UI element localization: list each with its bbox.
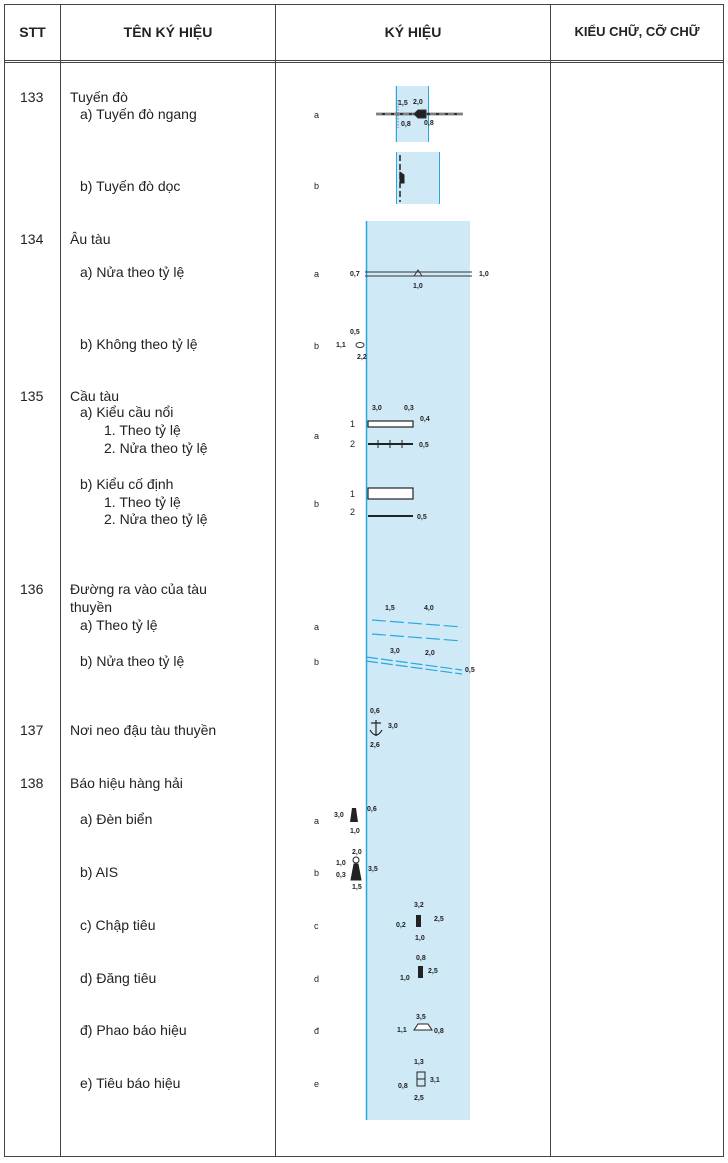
row-134-letter-a: a xyxy=(314,269,320,279)
dim-138c-3: 0,2 xyxy=(396,922,406,929)
dim-134a-1: 0,7 xyxy=(350,271,360,278)
row-136-item-a: a) Theo tỷ lệ xyxy=(80,617,158,633)
dim-138e-1: 3,5 xyxy=(416,1014,426,1021)
row-138-item-d: d) Đăng tiêu xyxy=(80,970,157,986)
row-138-item-a: a) Đèn biển xyxy=(80,811,153,827)
post-beacon-icon xyxy=(418,966,423,978)
water-area-main xyxy=(366,221,470,1120)
dim-138f-3: 0,8 xyxy=(398,1083,408,1090)
row-133-item-a: a) Tuyến đò ngang xyxy=(80,106,197,122)
dim-138a-1: 3,0 xyxy=(334,812,344,819)
dim-133a-3: 0,8 xyxy=(401,121,411,128)
dim-138a-3: 1,0 xyxy=(350,828,360,835)
row-133-stt: 133 xyxy=(20,89,44,105)
row-138-letter-dd: đ xyxy=(314,1026,320,1036)
row-135-num-b2: 2 xyxy=(350,507,356,517)
header-name: TÊN KÝ HIỆU xyxy=(123,24,213,40)
dim-136a-2: 4,0 xyxy=(424,605,434,612)
dim-138d-1: 0,8 xyxy=(416,955,426,962)
dim-134b-1: 0,5 xyxy=(350,329,360,336)
row-135-item-b: b) Kiểu cố định xyxy=(80,476,174,492)
dim-138b-1: 2,0 xyxy=(352,849,362,856)
dim-135a-4: 0,5 xyxy=(419,442,429,449)
dim-136b-3: 0,5 xyxy=(465,667,475,674)
row-133-item-b: b) Tuyến đò dọc xyxy=(80,178,181,194)
dim-138d-2: 2,5 xyxy=(428,968,438,975)
row-138-title: Báo hiệu hàng hải xyxy=(70,775,183,791)
ais-icon xyxy=(351,857,361,880)
row-135-item-a1: 1. Theo tỷ lệ xyxy=(104,422,181,438)
row-136-stt: 136 xyxy=(20,581,44,597)
row-133-letter-a: a xyxy=(314,110,320,120)
dim-138b-2: 1,0 xyxy=(336,860,346,867)
lighthouse-icon xyxy=(350,808,358,822)
dim-135a-2: 0,3 xyxy=(404,405,414,412)
row-133-title: Tuyến đò xyxy=(70,89,128,105)
dim-133a-4: 0,8 xyxy=(424,120,434,127)
dim-137-1: 0,6 xyxy=(370,708,380,715)
row-135-num-a1: 1 xyxy=(350,419,356,429)
row-134-item-a: a) Nửa theo tỷ lệ xyxy=(80,264,185,280)
dim-136b-2: 2,0 xyxy=(425,650,435,657)
row-138-letter-c: c xyxy=(314,921,319,931)
dim-137-2: 3,0 xyxy=(388,723,398,730)
dim-138c-4: 1,0 xyxy=(415,935,425,942)
row-134-stt: 134 xyxy=(20,231,44,247)
dim-137-3: 2,6 xyxy=(370,742,380,749)
row-133-letter-b: b xyxy=(314,181,320,191)
dim-133a-1: 1,5 xyxy=(398,100,408,107)
dim-138f-1: 1,3 xyxy=(414,1059,424,1066)
water-areas xyxy=(366,86,470,1120)
header-font: KIỂU CHỮ, CỠ CHỮ xyxy=(574,24,700,39)
symbol-lock-unscaled xyxy=(356,343,364,348)
dim-138b-3: 0,3 xyxy=(336,872,346,879)
row-135-stt: 135 xyxy=(20,388,44,404)
row-134-letter-b: b xyxy=(314,341,320,351)
dim-138b-5: 1,5 xyxy=(352,884,362,891)
row-138-item-c: c) Chập tiêu xyxy=(80,917,156,933)
dim-134b-3: 2,2 xyxy=(357,354,367,361)
dim-138b-4: 3,5 xyxy=(368,866,378,873)
row-137-stt: 137 xyxy=(20,722,44,738)
header-symbol: KÝ HIỆU xyxy=(384,24,442,40)
row-134-title: Âu tàu xyxy=(70,231,111,247)
dim-135a-1: 3,0 xyxy=(372,405,382,412)
row-136-letter-a: a xyxy=(314,622,320,632)
dim-134b-2: 1,1 xyxy=(336,342,346,349)
dim-138c-1: 3,2 xyxy=(414,902,424,909)
row-135-num-a2: 2 xyxy=(350,439,356,449)
row-138-letter-b: b xyxy=(314,868,320,878)
dim-134a-3: 1,0 xyxy=(479,271,489,278)
dim-138e-2: 1,1 xyxy=(397,1027,407,1034)
dim-138d-3: 1,0 xyxy=(400,975,410,982)
dim-138f-2: 3,1 xyxy=(430,1077,440,1084)
row-135-num-b1: 1 xyxy=(350,489,356,499)
row-134-item-b: b) Không theo tỷ lệ xyxy=(80,336,198,352)
dim-136b-1: 3,0 xyxy=(390,648,400,655)
row-135-title: Cầu tàu xyxy=(70,388,120,404)
row-137-title: Nơi neo đậu tàu thuyền xyxy=(70,722,217,738)
dim-138e-3: 0,8 xyxy=(434,1028,444,1035)
row-135-item-a2: 2. Nửa theo tỷ lệ xyxy=(104,440,208,456)
dim-134a-2: 1,0 xyxy=(413,283,423,290)
row-135-letter-b: b xyxy=(314,499,320,509)
row-138-item-b: b) AIS xyxy=(80,864,119,880)
row-138-stt: 138 xyxy=(20,775,44,791)
dim-138c-2: 2,5 xyxy=(434,916,444,923)
dim-135a-3: 0,4 xyxy=(420,416,430,423)
row-135-letter-a: a xyxy=(314,431,320,441)
dim-138f-4: 2,5 xyxy=(414,1095,424,1102)
header-stt: STT xyxy=(19,24,46,40)
dim-138a-2: 0,6 xyxy=(367,806,377,813)
row-136-item-b: b) Nửa theo tỷ lệ xyxy=(80,653,185,669)
dim-136a-1: 1,5 xyxy=(385,605,395,612)
row-138-letter-d: d xyxy=(314,974,320,984)
dim-135b-1: 0,5 xyxy=(417,514,427,521)
row-136-title-line1: Đường ra vào của tàu xyxy=(70,581,207,597)
row-138-letter-e: e xyxy=(314,1079,320,1089)
row-138-item-dd: đ) Phao báo hiệu xyxy=(80,1022,187,1038)
range-beacon-icon xyxy=(416,915,421,927)
row-135-item-a: a) Kiểu cầu nổi xyxy=(80,404,174,420)
row-136-letter-b: b xyxy=(314,657,320,667)
row-136-title-line2: thuyền xyxy=(70,599,113,615)
dim-133a-2: 2,0 xyxy=(413,99,423,106)
row-138-item-e: e) Tiêu báo hiệu xyxy=(80,1075,181,1091)
row-138-letter-a: a xyxy=(314,816,320,826)
row-135-item-b2: 2. Nửa theo tỷ lệ xyxy=(104,511,208,527)
row-135-item-b1: 1. Theo tỷ lệ xyxy=(104,494,181,510)
